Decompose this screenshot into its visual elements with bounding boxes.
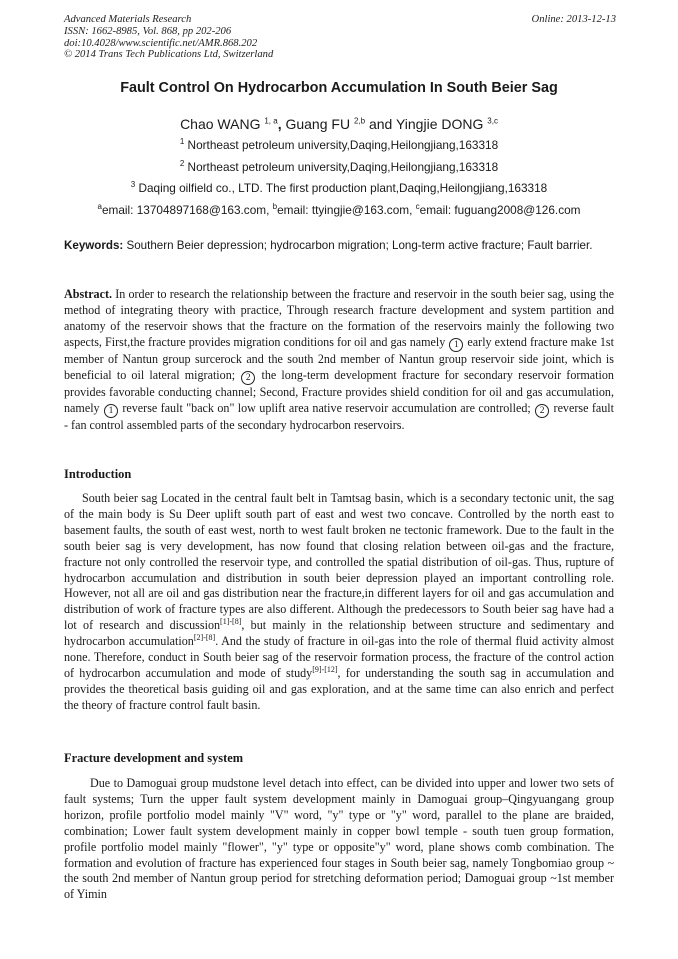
author-1: Chao WANG <box>180 116 261 132</box>
affiliation-2-text: Northeast petroleum university,Daqing,Heilongjiang,163318 <box>184 160 499 174</box>
issn-line: ISSN: 1662-8985, Vol. 868, pp 202-206 <box>64 25 232 37</box>
affiliation-1-text: Northeast petroleum university,Daqing,Heilongjiang,163318 <box>184 138 499 152</box>
section-heading-fracture: Fracture development and system <box>64 751 244 765</box>
author-and: and <box>365 116 396 132</box>
email-c: email: fuguang2008@126.com <box>419 203 581 217</box>
affiliation-3-sup: 3 <box>130 180 136 190</box>
fracture-paragraph: Due to Damoguai group mudstone level detach into effect, can be divided into upper and lower two sets of fault systems; Turn the upper fault system development mainly in Damoguai group–Qingyuangang group horizon, profile portfolio model mainly "V" word, "y" type or "y" word, parallel to the plane are braided, combination; Lower fault system development mainly in copper bowl temple - south tuen group formation, profile portfolio model mainly "flower", "y" type or opposite"y" word, plane shows comb combination. The formation and evolution of fracture has experienced four stages in South beier sag, namely Tongbomiao group ~ the south 2nd member of Nantun group period for stretching deformation period; Damoguai group ~1st member of Yimin <box>64 776 614 902</box>
abstract-label: Abstract. <box>64 287 113 301</box>
circled-number: 2 <box>535 404 549 418</box>
paper-title: Fault Control On Hydrocarbon Accumulation In South Beier Sag <box>120 80 558 96</box>
abstract-text-4: reverse fault "back on" low uplift area native reservoir accumulation are controlled; <box>118 400 535 415</box>
email-a: email: 13704897168@163.com, <box>101 203 273 217</box>
author-3-sup: 3,c <box>487 116 498 126</box>
keywords <box>64 238 614 254</box>
author-2: Guang FU <box>281 116 351 132</box>
author-line <box>0 116 678 132</box>
intro-text-1: South beier sag Located in the central fault belt in Tamtsag basin, which is a secondary tectonic unit, the sag of the main body is Su Deer uplift south part of east and west two concave. Controlled by the north east to basement faults, the south of east west, north to west fault broken ne tectonic framework. Due to the fault in the south beier sag is very development, has now found that closing relation between oil-gas and the fracture, fracture not only controlled the reservoir type, and controlled the spatial distribution of oil-gas. Thus, rupture of hydrocarbon accumulation and distribution in south beier depression played an important controlling role. However, not all are oil and gas distribution near the fracture,in different layers for oil and gas accumulation and distribution of work of fracture types are also different. Although the predecessors to South beier sag have had a lot of research and discussion <box>64 491 614 633</box>
affiliation-2 <box>0 160 678 174</box>
abstract <box>64 287 614 433</box>
intro-text-3: . And the study of fracture in oil-gas into the role of thermal fluid activity almost none. Therefore, conduct in South beier sag of the reservoir formation process, the fracture of the control action of hydrocarbon accumulation and mode of study <box>64 634 614 680</box>
intro-text-2: , but mainly in the relationship between structure and sedimentary and hydrocarbon accumulation <box>64 618 614 649</box>
email-c-sup: c <box>415 202 420 212</box>
journal-header <box>64 14 616 61</box>
keywords-label: Keywords: <box>64 239 124 252</box>
author-3: Yingjie DONG <box>395 116 484 132</box>
affiliation-1-sup: 1 <box>179 137 185 147</box>
circled-number: 2 <box>241 371 255 385</box>
introduction-paragraph <box>64 491 614 714</box>
citation: [9]-[12] <box>312 664 338 674</box>
circled-number: 1 <box>449 338 463 352</box>
abstract-text-2: early extend fracture make 1st member of Nantun group surcerock and the south 2nd member of Nantun group reservoir side joint, which is beneficial to oil lateral migration; <box>64 334 614 382</box>
online-date: Online: 2013-12-13 <box>531 14 616 25</box>
keywords-text: Southern Beier depression; hydrocarbon migration; Long-term active fracture; Fault barrier. <box>123 239 593 252</box>
citation: [1]-[8] <box>220 617 242 627</box>
affiliation-3 <box>0 181 678 195</box>
author-2-sup: 2,b <box>353 116 366 126</box>
email-b-sup: b <box>272 202 278 212</box>
abstract-text-3: the long-term development fracture for secondary reservoir formation provides favorable conducting channel; Second, Fracture provides shield condition for oil and gas accumulation, namely <box>64 367 614 415</box>
journal-name: Advanced Materials Research <box>64 14 192 25</box>
intro-text-4: , for understanding the south sag in accumulation and provides the theoretical basis guiding oil and gas exploration, and at the same time can also enrich and perfect the theory of fracture control fault basin. <box>64 665 614 712</box>
circled-number: 1 <box>104 404 118 418</box>
affiliation-3-text: Daqing oilfield co., LTD. The first production plant,Daqing,Heilongjiang,163318 <box>135 181 548 195</box>
copyright-line: © 2014 Trans Tech Publications Ltd, Switzerland <box>64 49 274 61</box>
abstract-text-5: reverse fault - fan control assembled parts of the secondary hydrocarbon reservoirs. <box>64 400 614 432</box>
email-line <box>0 203 678 217</box>
author-sep: , <box>277 116 282 132</box>
author-1-sup: 1, a <box>264 116 278 126</box>
abstract-text-1: In order to research the relationship between the fracture and reservoir in the south beier sag, using the method of integrating theory with practice, Through research fracture development and system partition and anatomy of the reservoir shows that the fracture on the formation of the reservoirs mainly the following two aspects, First,the fracture provides migration conditions for oil and gas namely <box>64 287 614 349</box>
doi-line: doi:10.4028/www.scientific.net/AMR.868.202 <box>64 37 258 49</box>
section-heading-introduction: Introduction <box>64 467 132 481</box>
email-a-sup: a <box>97 202 102 212</box>
affiliation-1 <box>0 138 678 152</box>
affiliation-2-sup: 2 <box>179 159 185 169</box>
citation: [2]-[8] <box>193 633 216 643</box>
email-b: email: ttyingjie@163.com, <box>277 203 416 217</box>
